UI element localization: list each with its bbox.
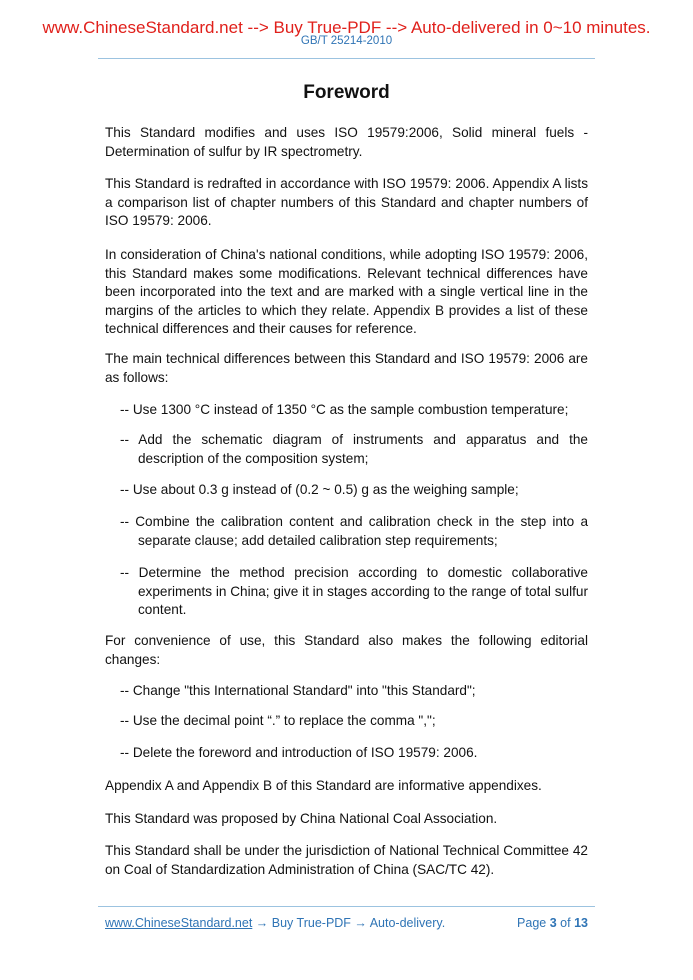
list-item: -- Use the decimal point “.” to replace the comma ","; xyxy=(120,713,436,728)
paragraph: This Standard is redrafted in accordance with ISO 19579: 2006. Appendix A lists a comparison list of chapter numbers of this Standard and chapter numbers of ISO 19579: 2006. xyxy=(105,176,588,228)
list-item: -- Delete the foreword and introduction of ISO 19579: 2006. xyxy=(120,745,478,760)
list-item: -- Change "this International Standard" into "this Standard"; xyxy=(120,683,476,698)
list-item: -- Add the schematic diagram of instruments and apparatus and the description of the composition system; xyxy=(120,432,588,466)
paragraph: Appendix A and Appendix B of this Standard are informative appendixes. xyxy=(105,778,542,793)
paragraph: This Standard shall be under the jurisdiction of National Technical Committee 42 on Coal of Standardization Administration of China (SAC/TC 42). xyxy=(105,843,588,877)
list-item: -- Use 1300 °C instead of 1350 °C as the sample combustion temperature; xyxy=(120,402,569,417)
footer-link[interactable]: www.ChineseStandard.net xyxy=(105,916,253,930)
page-title: Foreword xyxy=(303,82,390,103)
paragraph: This Standard was proposed by China National Coal Association. xyxy=(105,811,498,826)
list-item: -- Determine the method precision according to domestic collaborative experiments in China; give it in stages according to the range of total sulfur content. xyxy=(120,565,588,617)
header-divider xyxy=(98,58,595,59)
paragraph: In consideration of China's national conditions, while adopting ISO 19579: 2006, this Standard makes some modifications. Relevant technical differences have been incorporated into the text and are marked with a single vertical line in the margins of the articles to which they relate. Appendix B provides a list of these technical differences and their causes for reference. xyxy=(105,247,588,336)
footer xyxy=(105,916,588,930)
paragraph: For convenience of use, this Standard also makes the following editorial changes: xyxy=(105,633,588,667)
page-number: Page 3 of 13 xyxy=(517,916,588,930)
list-item: -- Combine the calibration content and calibration check in the step into a separate clause; add detailed calibration step requirements; xyxy=(120,514,588,548)
promo-banner[interactable]: www.ChineseStandard.net --> Buy True-PDF --> Auto-delivered in 0~10 minutes. xyxy=(42,18,651,37)
list-item: -- Use about 0.3 g instead of (0.2 ~ 0.5) g as the weighing sample; xyxy=(120,482,519,497)
footer-divider xyxy=(98,906,595,907)
paragraph: The main technical differences between this Standard and ISO 19579: 2006 are as follows: xyxy=(105,351,588,385)
standard-code: GB/T 25214-2010 xyxy=(300,35,393,47)
footer-text: → Buy True-PDF → Auto-delivery. xyxy=(252,916,446,930)
paragraph: This Standard modifies and uses ISO 19579:2006, Solid mineral fuels - Determination of sulfur by IR spectrometry. xyxy=(105,125,588,159)
